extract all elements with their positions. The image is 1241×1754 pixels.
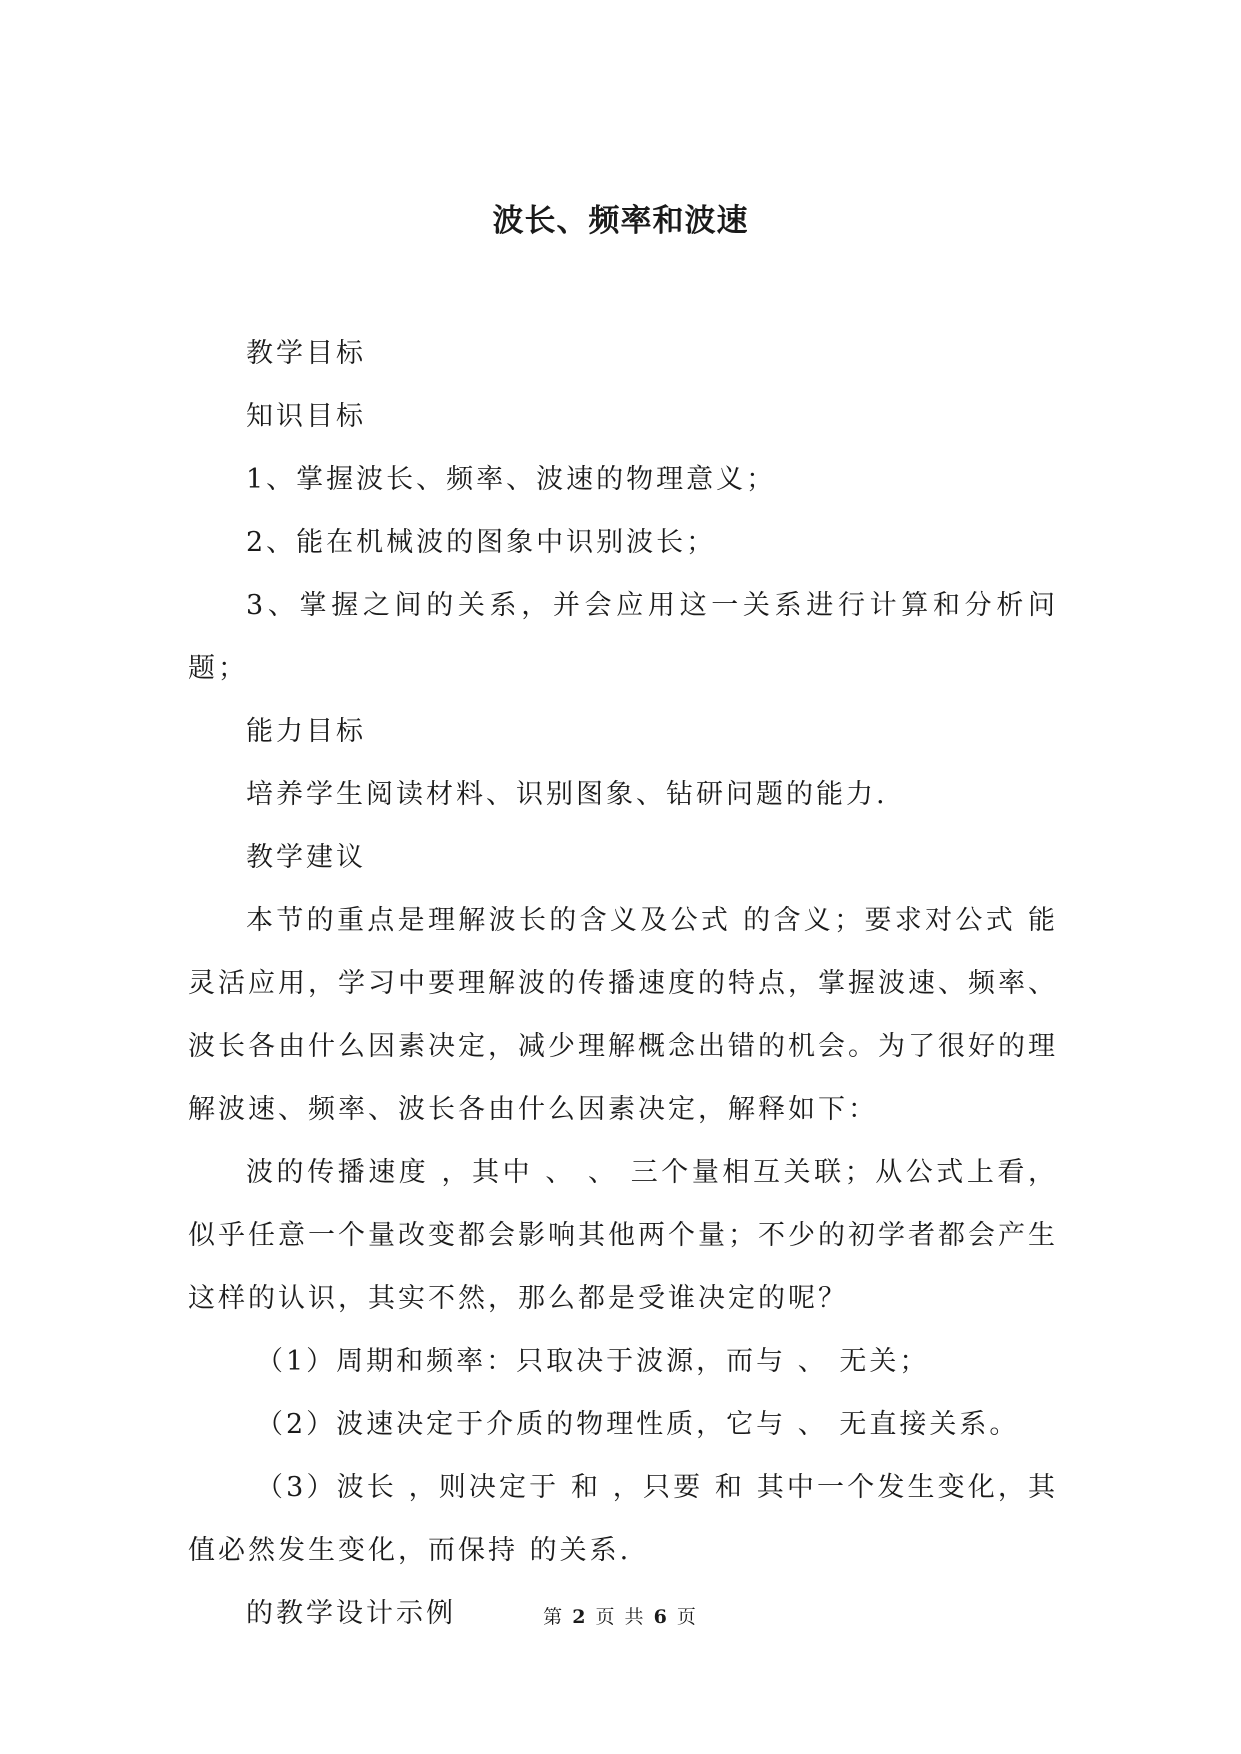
heading-knowledge-goals: 知识目标 (246, 401, 366, 432)
goal-item-1: 1、掌握波长、频率、波速的物理意义； (246, 464, 777, 495)
goal-item-3: 3、掌握之间的关系，并会应用这一关系进行计算和分析问题； (188, 590, 1058, 684)
footer-total-pages: 6 (653, 1606, 669, 1628)
heading-ability-goals: 能力目标 (246, 716, 366, 747)
page-footer (0, 1602, 1241, 1629)
heading-teaching-suggestions: 教学建议 (246, 842, 366, 873)
heading-teaching-goals: 教学目标 (246, 338, 366, 369)
goal-item-2: 2、能在机械波的图象中识别波长； (246, 527, 717, 558)
heading-design-example: 的教学设计示例 (246, 1598, 456, 1629)
wave-speed-paragraph: 波的传播速度 ，其中 、 、 三个量相互关联；从公式上看，似乎任意一个量改变都会影响其他两个量；不少的初学者都会产生这样的认识，其实不然，那么都是受谁决定的呢？ (188, 1157, 1058, 1314)
footer-middle: 页 共 (595, 1606, 646, 1628)
point-1-paragraph: （1）周期和频率：只取决于波源，而与 、 无关； (256, 1346, 930, 1377)
document-body (188, 322, 1058, 1645)
suggestion-paragraph: 本节的重点是理解波长的含义及公式 的含义；要求对公式 能灵活应用，学习中要理解波的传播速度的特点，掌握波速、频率、波长各由什么因素决定，减少理解概念出错的机会。为了很好的理解波速、频率、波长各由什么因素决定，解释如下： (188, 905, 1058, 1125)
footer-suffix: 页 (676, 1606, 698, 1628)
ability-goal-text: 培养学生阅读材料、识别图象、钻研问题的能力. (246, 779, 888, 810)
point-3-paragraph: （3）波长 ，则决定于 和 ，只要 和 其中一个发生变化，其值必然发生变化，而保持 的关系. (188, 1472, 1058, 1566)
footer-prefix: 第 (543, 1606, 565, 1628)
point-2-paragraph: （2）波速决定于介质的物理性质，它与 、 无直接关系。 (256, 1409, 1020, 1440)
footer-current-page: 2 (572, 1606, 588, 1628)
page-title: 波长、频率和波速 (492, 203, 749, 239)
